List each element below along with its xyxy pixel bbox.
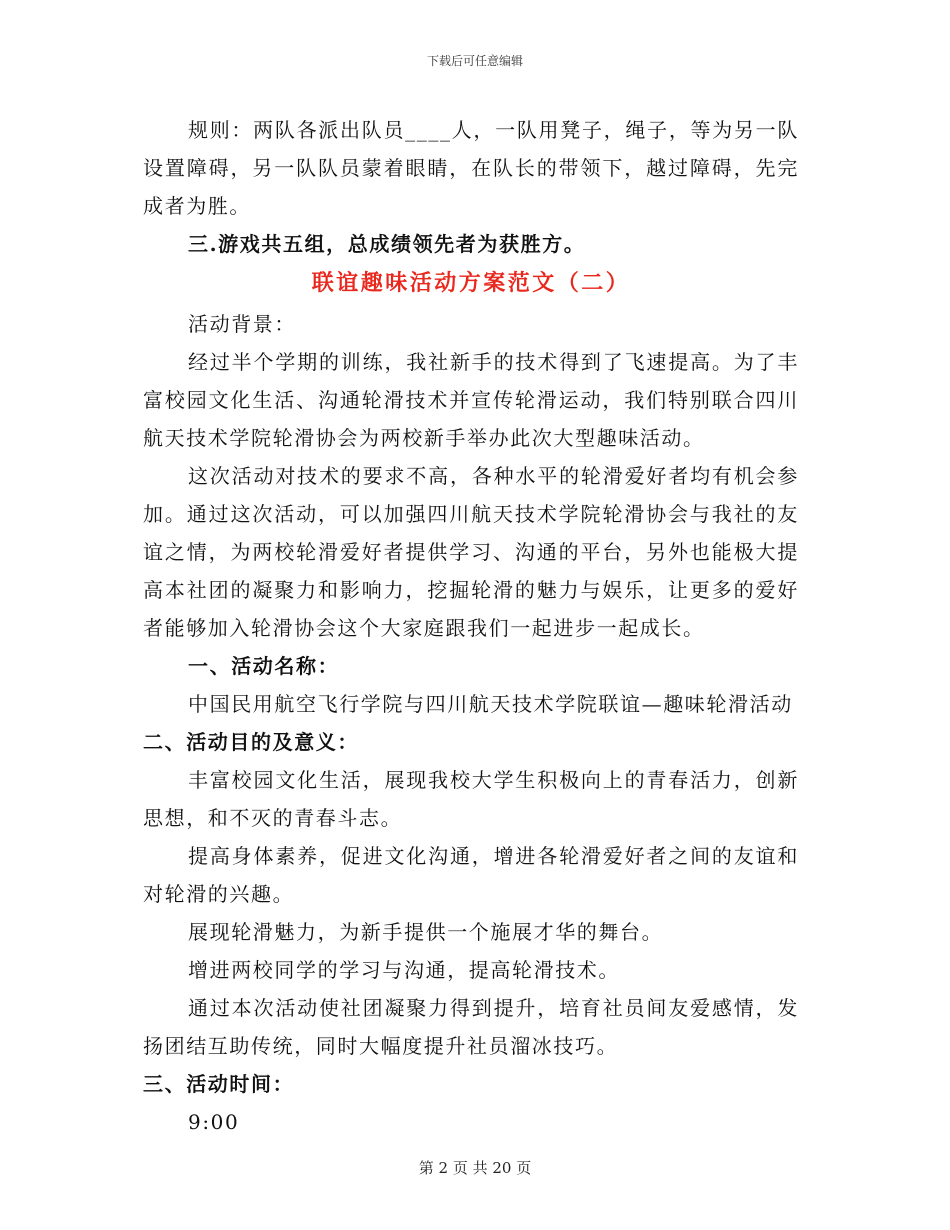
activity-name-text: 中国民用航空飞行学院与四川航天技术学院联谊—趣味轮滑活动 xyxy=(188,692,793,716)
heading-activity-purpose: 二、活动目的及意义： xyxy=(143,730,359,754)
heading-activity-time: 三、活动时间： xyxy=(143,1072,295,1096)
background-label: 活动背景： xyxy=(188,312,296,336)
page-footer: 第 2 页 共 20 页 xyxy=(418,1159,532,1177)
background-paragraph-1: 经过半个学期的训练，我社新手的技术得到了飞速提高。为了丰富校园文化生活、沟通轮滑技术并宣传轮滑运动，我们特别联合四川航天技术学院轮滑协会为两校新手举办此次大型趣味活动。 xyxy=(143,350,799,450)
purpose-paragraph-1: 丰富校园文化生活，展现我校大学生积极向上的青春活力，创新思想，和不灭的青春斗志。 xyxy=(143,768,799,830)
purpose-paragraph-3: 展现轮滑魅力，为新手提供一个施展才华的舞台。 xyxy=(188,920,664,944)
background-paragraph-2: 这次活动对技术的要求不高，各种水平的轮滑爱好者均有机会参加。通过这次活动，可以加强四川航天技术学院轮滑协会与我社的友谊之情，为两校轮滑爱好者提供学习、沟通的平台，另外也能极大提高本社团的凝聚力和影响力，挖掘轮滑的魅力与娱乐，让更多的爱好者能够加入轮滑协会这个大家庭跟我们一起进步一起成长。 xyxy=(143,464,799,640)
activity-time-text: 9:00 xyxy=(188,1110,240,1134)
rule-paragraph: 规则：两队各派出队员____人，一队用凳子，绳子，等为另一队设置障碍，另一队队员蒙着眼睛，在队长的带领下，越过障碍，先完成者为胜。 xyxy=(143,118,799,218)
page-header: 下载后可任意编辑 xyxy=(426,54,523,68)
purpose-paragraph-2: 提高身体素养，促进文化沟通，增进各轮滑爱好者之间的友谊和对轮滑的兴趣。 xyxy=(143,844,799,906)
section-title: 联谊趣味活动方案范文（二） xyxy=(311,270,631,296)
purpose-paragraph-5: 通过本次活动使社团凝聚力得到提升，培育社员间友爱感情，发扬团结互助传统，同时大幅度提升社员溜冰技巧。 xyxy=(143,996,799,1058)
heading-activity-name: 一、活动名称： xyxy=(188,654,340,678)
item-three: 三.游戏共五组，总成绩领先者为获胜方。 xyxy=(188,232,586,256)
purpose-paragraph-4: 增进两校同学的学习与沟通，提高轮滑技术。 xyxy=(188,958,620,982)
document-body xyxy=(143,111,799,1141)
